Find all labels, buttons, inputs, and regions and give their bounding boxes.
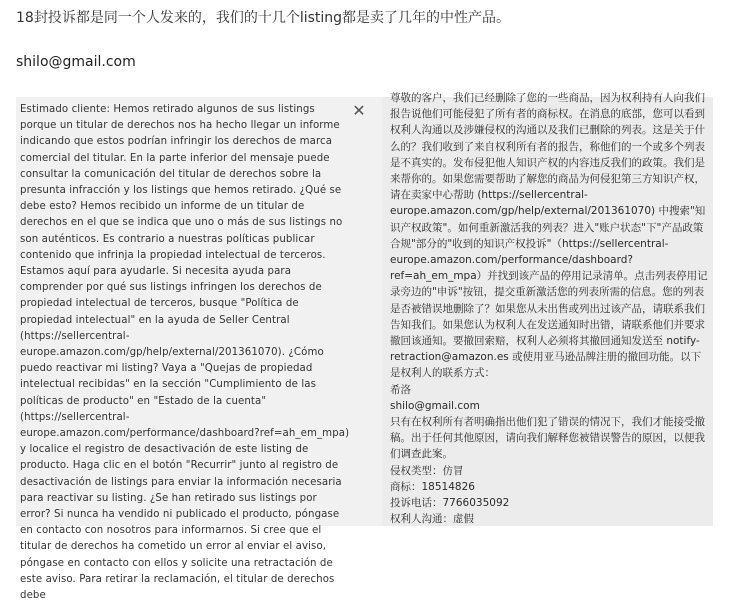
complaint-phone: 投诉电话：7766035092	[390, 497, 510, 510]
post-text: 18封投诉都是同一个人发来的，我们的十几个listing都是卖了几年的中性产品。	[16, 10, 511, 26]
chinese-translation-panel	[382, 92, 713, 526]
trademark-number: 商标：18514826	[390, 480, 475, 493]
chinese-translation-text	[390, 90, 710, 527]
spanish-email-panel	[16, 97, 378, 602]
closing-paragraph: 只有在权利所有者明确指出他们犯了错误的情况下，我们才能接受撤稿。出于任何其他原因，请向我们解释您被错误警告的原因，以便我们调查此案。	[390, 416, 705, 461]
chinese-paragraph: 尊敬的客户，我们已经删除了您的一些商品，因为权利持有人向我们报告说他们可能侵犯了所有者的商标权。在消息的底部，您可以看到权利人沟通以及涉嫌侵权的沟通以及我们已删除的列表。这是关于什么的？我们收到了来自权利所有者的报告，称他们的一个或多个列表是不真实的。发布侵犯他人知识产权的内容违反我们的政策。我们是来帮你的。如果您需要帮助了解您的商品为何侵犯第三方知识产权，请在卖家中心帮助 (https://sellercentral-europe.amazon.com/gp/help/external/201361070) 中搜索"知识产权政策"。如何重新激活我的列表？进入"账户状态"下"产品政策合规"部分的"收到的知识产权投诉"（https://sellercentral-europe.amazon.com/performance/dashboard?ref=ah_em_mpa）并找到该产品的停用记录清单。点击列表停用记录旁边的"申诉"按钮，提交重新激活您的列表所需的信息。您的列表是否被错误地删除了？如果您从未出售或列出过该产品，请联系我们告知我们。如果您认为权利人在发送通知时出错，请联系他们并要求撤回该通知。要撤回索赔，权利人必须将其撤回通知发送至 notify-retraction@amazon.es 或使用亚马逊品牌注册的撤回功能。以下是权利人的联系方式：	[390, 92, 708, 380]
close-icon[interactable]: ✕	[352, 101, 366, 120]
violation-type: 侵权类型：仿冒	[390, 464, 464, 477]
contact-name: 希洛	[390, 383, 411, 396]
rights-holder-communication: 权利人沟通：虚假	[390, 513, 474, 526]
spanish-email-text: Estimado cliente: Hemos retirado algunos de sus listings porque un titular de derechos nos ha hecho llegar un informe indicando que estos podrían infringir los derechos de marca comercial del titular. En la parte inferior del mensaje puede consultar la comunicación del titular de derechos sobre la presunta infracción y los listings que hemos retirado. ¿Qué se debe esto? Hemos recibido un informe de un titular de derechos en el que se indica que uno o más de sus listings no son auténticos. Es contrario a nuestras políticas publicar contenido que infrinja la propiedad intelectual de terceros. Estamos aquí para ayudarle. Si necesita ayuda para comprender por qué sus listings infringen los derechos de propiedad intelectual de terceros, busque "Política de propiedad intelectual" en la ayuda de Seller Central (https://sellercentral-europe.amazon.com/gp/help/external/201361070). ¿Cómo puedo reactivar mi listing? Vaya a "Quejas de propiedad intelectual recibidas" en la sección "Cumplimiento de las políticas de producto" en "Estado de la cuenta" (https://sellercentral-europe.amazon.com/performance/dashboard?ref=ah_em_mpa) y localice el registro de desactivación de este listing de producto. Haga clic en el botón "Recurrir" junto al registro de desactivación de listings para enviar la información necesaria para reactivar su listing. ¿Se han retirado sus listings por error? Si nunca ha vendido ni publicado el producto, póngase en contacto con nosotros para informarnos. Si cree que el titular de derechos ha cometido un error al enviar el aviso, póngase en contacto con ellos y solicite una retractación de este aviso. Para retirar la reclamación, el titular de derechos debe	[20, 104, 350, 602]
email-screenshot	[16, 92, 713, 602]
contact-email: shilo@gmail.com	[390, 399, 480, 412]
post-email: shilo@gmail.com	[16, 54, 136, 70]
